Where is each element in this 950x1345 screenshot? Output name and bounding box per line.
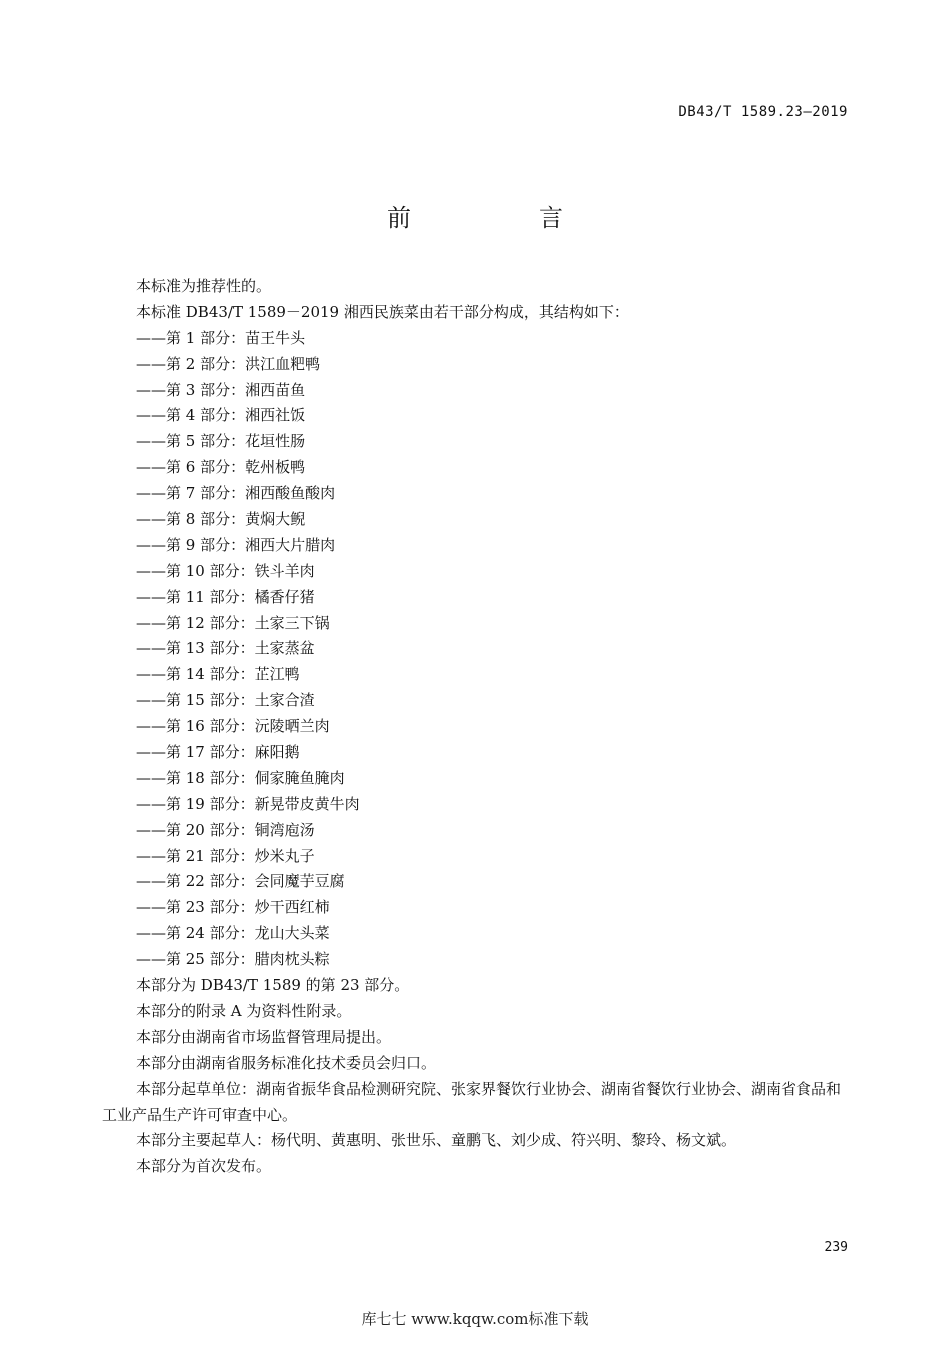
part-item: ——第 19 部分：新晃带皮黄牛肉 — [136, 794, 360, 813]
part-item: ——第 12 部分：土家三下锅 — [136, 613, 330, 632]
statement-line: 本部分主要起草人：杨代明、黄惠明、张世乐、童鹏飞、刘少成、符兴明、黎玲、杨文斌。 — [136, 1131, 737, 1150]
part-item: ——第 8 部分：黄焖大鲵 — [136, 510, 306, 529]
statement-line: 本部分由湖南省服务标准化技术委员会归口。 — [136, 1053, 437, 1072]
statement-line: 本部分为 DB43/T 1589 的第 23 部分。 — [136, 976, 410, 995]
standard-code: DB43/T 1589.23—2019 — [678, 104, 848, 120]
part-item: ——第 2 部分：洪江血粑鸭 — [136, 354, 321, 373]
parts-list — [102, 326, 850, 973]
part-item: ——第 22 部分：会同魔芋豆腐 — [136, 872, 345, 891]
part-item: ——第 21 部分：炒米丸子 — [136, 846, 315, 865]
drafting-units: 本部分起草单位：湖南省振华食品检测研究院、张家界餐饮行业协会、湖南省餐饮行业协会、湖南省食品和工业产品生产许可审查中心。 — [102, 1079, 842, 1124]
foreword-body — [102, 274, 850, 1180]
intro-line: 本标准为推荐性的。 — [136, 277, 272, 295]
part-item: ——第 5 部分：花垣性肠 — [136, 432, 306, 451]
part-item: ——第 6 部分：乾州板鸭 — [136, 458, 306, 477]
part-item: ——第 11 部分：橘香仔猪 — [136, 587, 315, 606]
part-item: ——第 7 部分：湘西酸鱼酸肉 — [136, 484, 336, 503]
part-item: ——第 16 部分：沅陵晒兰肉 — [136, 717, 330, 736]
statement-line: 本部分为首次发布。 — [136, 1157, 272, 1176]
part-item: ——第 13 部分：土家蒸盆 — [136, 639, 315, 658]
part-item: ——第 14 部分：芷江鸭 — [136, 665, 300, 684]
part-item: ——第 20 部分：铜湾庖汤 — [136, 820, 315, 839]
part-item: ——第 3 部分：湘西苗鱼 — [136, 380, 306, 399]
part-item: ——第 4 部分：湘西社饭 — [136, 406, 306, 425]
part-item: ——第 18 部分：侗家腌鱼腌肉 — [136, 768, 345, 787]
part-item: ——第 25 部分：腊肉枕头粽 — [136, 950, 330, 969]
part-item: ——第 1 部分：苗王牛头 — [136, 328, 306, 347]
part-item: ——第 15 部分：土家合渣 — [136, 691, 315, 710]
part-item: ——第 10 部分：铁斗羊肉 — [136, 561, 315, 580]
statement-line: 本部分的附录 A 为资料性附录。 — [136, 1001, 352, 1020]
footer-watermark: 库七七 www.kqqw.com标准下载 — [361, 1310, 589, 1328]
intro-line: 本标准 DB43/T 1589－2019 湘西民族菜由若干部分构成，其结构如下： — [136, 302, 629, 321]
part-item: ——第 9 部分：湘西大片腊肉 — [136, 535, 336, 554]
statement-line: 本部分由湖南省市场监督管理局提出。 — [136, 1027, 392, 1046]
part-item: ——第 23 部分：炒干西红柿 — [136, 898, 330, 917]
page-number: 239 — [824, 1240, 848, 1255]
part-item: ——第 17 部分：麻阳鹅 — [136, 743, 300, 762]
page-title: 前 言 — [387, 204, 615, 232]
part-item: ——第 24 部分：龙山大头菜 — [136, 924, 330, 943]
